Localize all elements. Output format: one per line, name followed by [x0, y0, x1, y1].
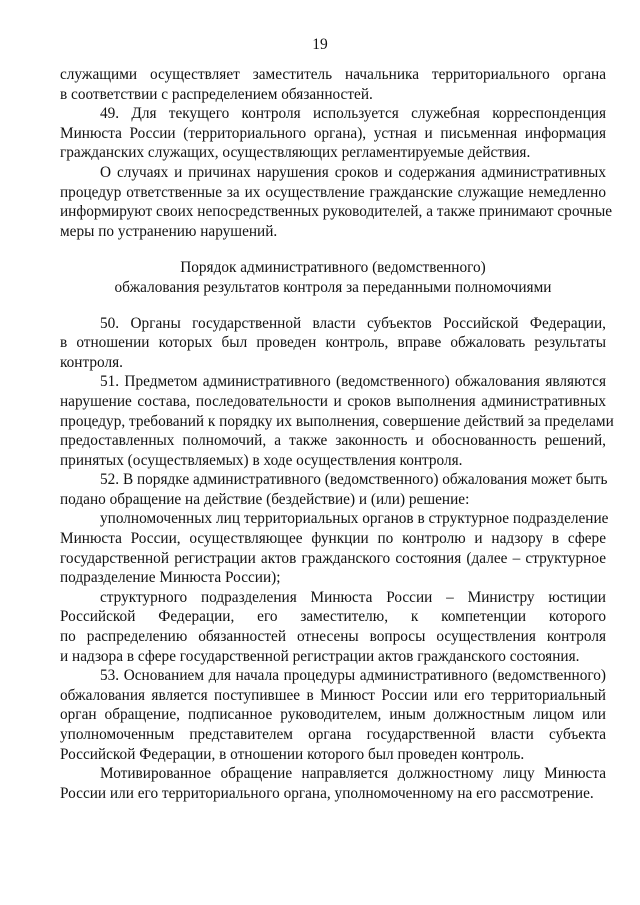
- text-line: предоставленных полномочий, а также законность и обоснованность решений,: [60, 432, 606, 450]
- text-line: Российской Федерации, его заместителю, к компетенции которого: [60, 608, 606, 626]
- text-line: России или его территориального органа, уполномоченному на его рассмотрение.: [60, 784, 594, 802]
- text-line: Порядок административного (ведомственного): [180, 259, 486, 277]
- text-line: Минюста России, осуществляющее функции по контролю и надзору в сфере: [60, 530, 606, 548]
- text-line: 50. Органы государственной власти субъектов Российской Федерации,: [100, 314, 606, 332]
- paragraph: [60, 372, 614, 470]
- section-heading: [60, 258, 606, 297]
- text-line: обжалования результатов контроля за переданными полномочиями: [114, 278, 552, 296]
- text-line: нарушение состава, последовательности и сроков выполнения административных: [60, 392, 606, 410]
- text-line: Минюста России (территориального органа), устная и письменная информация: [60, 124, 606, 142]
- text-line: Российской Федерации, в отношении которого был проведен контроль.: [60, 745, 525, 763]
- text-line: уполномоченных лиц территориальных органов в структурное подразделение: [100, 510, 609, 528]
- text-line: 52. В порядке административного (ведомственного) обжалования может быть: [100, 471, 608, 489]
- text-line: в отношении которых был проведен контроль, вправе обжаловать результаты: [60, 334, 606, 352]
- text-line: структурного подразделения Минюста России – Министру юстиции: [100, 588, 606, 606]
- paragraph: [60, 588, 606, 666]
- text-line: и надзора в сфере государственной регистрации актов гражданского состояния.: [60, 647, 580, 665]
- paragraph: [60, 509, 609, 587]
- text-line: служащими осуществляет заместитель начальника территориального органа: [60, 66, 606, 83]
- paragraph: [60, 314, 606, 373]
- paragraph: [60, 163, 613, 241]
- text-line: подразделение Минюста России);: [60, 569, 281, 587]
- paragraph: [60, 470, 606, 509]
- text-line: по распределению обязанностей отнесены вопросы осуществления контроля: [60, 628, 606, 646]
- text-line: орган обращение, подписанное руководителем, иным должностным лицом или: [60, 706, 606, 724]
- text-line: гражданских служащих, осуществляющих регламентируемые действия.: [60, 144, 531, 162]
- page-number: 19: [312, 36, 328, 53]
- text-line: контроля.: [60, 353, 123, 371]
- text-line: 53. Основанием для начала процедуры административного (ведомственного): [100, 667, 606, 685]
- text-line: 51. Предметом административного (ведомственного) обжалования являются: [100, 373, 606, 391]
- text-line: процедур, требований к порядку их выполнения, совершение действий за пределами: [60, 412, 614, 430]
- text-line: Мотивированное обращение направляется должностному лицу Минюста: [100, 765, 606, 783]
- text-line: принятых (осуществляемых) в ходе осуществления контроля.: [60, 451, 463, 469]
- text-line: процедур ответственные за их осуществление гражданские служащие немедленно: [60, 183, 606, 201]
- text-line: 49. Для текущего контроля используется служебная корреспонденция: [100, 105, 606, 123]
- text-line: информируют своих непосредственных руководителей, а также принимают срочные: [60, 203, 613, 221]
- paragraph: [60, 65, 606, 104]
- text-line: в соответствии с распределением обязанностей.: [60, 85, 373, 103]
- paragraph: [60, 104, 606, 163]
- text-line: меры по устранению нарушений.: [60, 222, 278, 240]
- paragraph: [60, 666, 606, 764]
- paragraph: [60, 764, 606, 803]
- text-line: подано обращение на действие (бездействие) и (или) решение:: [60, 490, 470, 508]
- text-line: обжалования является поступившее в Минюст России или его территориальный: [60, 686, 606, 704]
- text-line: уполномоченным представителем органа государственной власти субъекта: [60, 726, 606, 743]
- text-line: государственной регистрации актов гражданского состояния (далее – структурное: [60, 549, 606, 567]
- text-line: О случаях и причинах нарушения сроков и содержания административных: [100, 163, 606, 181]
- document-body: [60, 65, 614, 803]
